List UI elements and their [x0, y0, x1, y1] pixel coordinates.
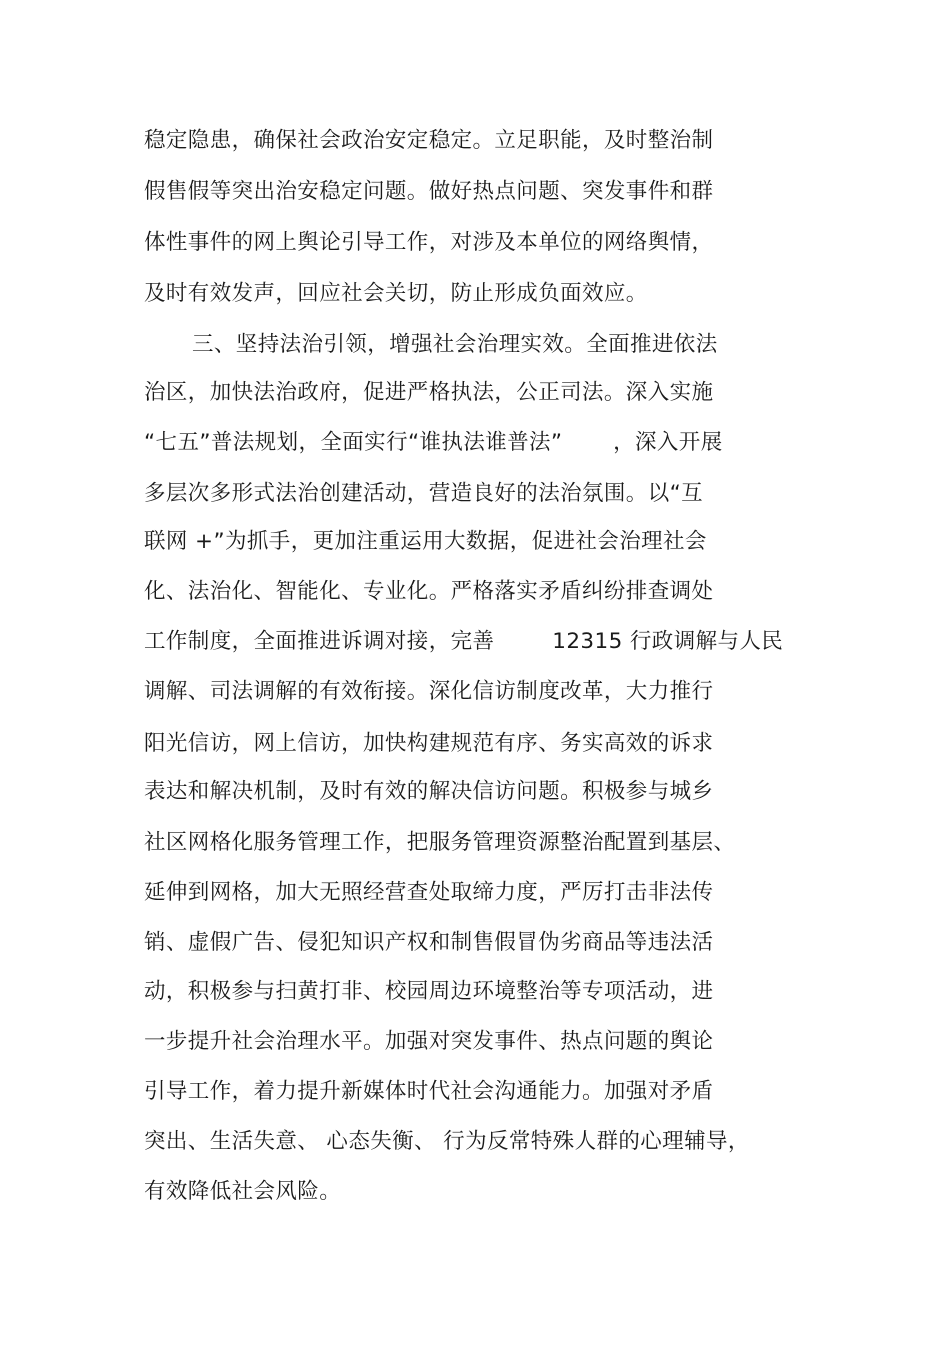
text-line: 调解、司法调解的有效衔接。深化信访制度改革，大力推行	[144, 679, 714, 704]
text-line: 延伸到网格，加大无照经营查处取缔力度，严厉打击非法传	[144, 880, 714, 905]
text-line: 销、虚假广告、侵犯知识产权和制售假冒伪劣商品等违法活	[144, 930, 714, 955]
text-line: 联网 +”为抓手，更加注重运用大数据，促进社会治理社会	[144, 529, 707, 554]
text-line: 表达和解决机制，及时有效的解决信访问题。积极参与城乡	[144, 779, 714, 804]
paragraph-first-line: 三、坚持法治引领，增强社会治理实效。全面推进依法	[192, 332, 718, 357]
text-line: “七五”普法规划，全面实行“谁执法谁普法” ，深入开展	[144, 430, 723, 455]
text-line: 假售假等突出治安稳定问题。做好热点问题、突发事件和群	[144, 179, 714, 204]
text-line: 多层次多形式法治创建活动，营造良好的法治氛围。以“互	[144, 481, 704, 506]
text-line: 突出、生活失意、 心态失衡、 行为反常特殊人群的心理辅导，	[144, 1129, 750, 1154]
text-line: 化、法治化、智能化、专业化。严格落实矛盾纠纷排查调处	[144, 579, 714, 604]
text-line: 动，积极参与扫黄打非、校园周边环境整治等专项活动，进	[144, 979, 714, 1004]
text-line: 社区网格化服务管理工作，把服务管理资源整治配置到基层、	[144, 830, 736, 855]
text-line: 及时有效发声，回应社会关切，防止形成负面效应。	[144, 281, 648, 306]
text-line: 有效降低社会风险。	[144, 1179, 342, 1204]
text-line: 阳光信访，网上信访，加快构建规范有序、务实高效的诉求	[144, 731, 714, 756]
text-line: 工作制度，全面推进诉调对接，完善 12315 行政调解与人民	[144, 629, 784, 654]
text-line: 引导工作，着力提升新媒体时代社会沟通能力。加强对矛盾	[144, 1079, 714, 1104]
text-line: 治区，加快法治政府，促进严格执法，公正司法。深入实施	[144, 380, 714, 405]
text-line: 稳定隐患，确保社会政治安定稳定。立足职能，及时整治制	[144, 128, 714, 153]
text-line: 一步提升社会治理水平。加强对突发事件、热点问题的舆论	[144, 1029, 714, 1054]
text-line: 体性事件的网上舆论引导工作，对涉及本单位的网络舆情，	[144, 230, 714, 255]
